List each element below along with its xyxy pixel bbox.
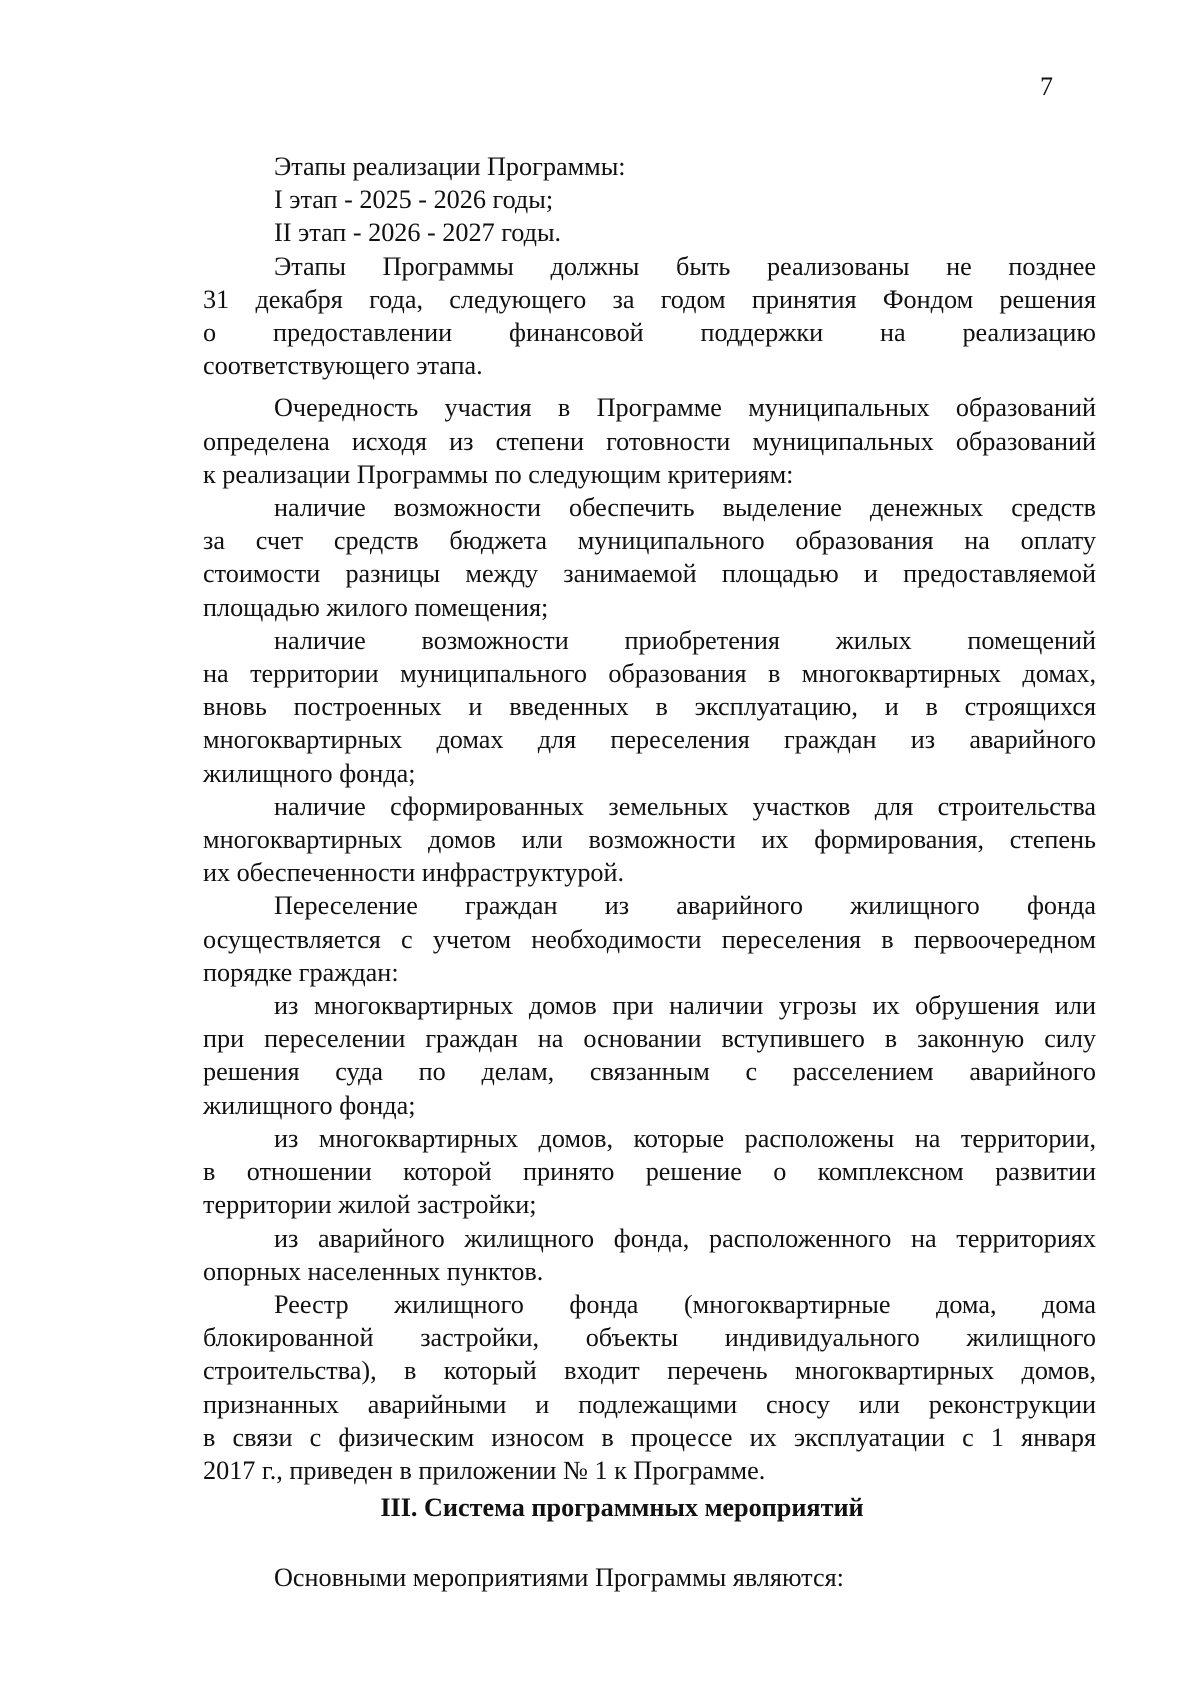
text-line: за счет средств бюджета муниципального образования на оплату <box>203 526 1096 556</box>
text-line: на территории муниципального образования в многоквартирных домах, <box>203 659 1096 689</box>
text-line: при переселении граждан на основании вступившего в законную силу <box>203 1024 1096 1054</box>
paragraph-gap <box>203 382 1096 391</box>
text-line: жилищного фонда; <box>203 1090 416 1120</box>
text-line: наличие возможности приобретения жилых помещений <box>274 625 1096 655</box>
text-line: из многоквартирных домов при наличии угрозы их обрушения или <box>274 991 1096 1021</box>
text-line: 2017 г., приведен в приложении № 1 к Программе. <box>203 1455 766 1485</box>
text-line: из многоквартирных домов, которые расположены на территории, <box>274 1123 1096 1153</box>
text-line: наличие сформированных земельных участков для строительства <box>274 791 1096 821</box>
text-line: Очередность участия в Программе муниципальных образований <box>274 393 1096 423</box>
text-line: в отношении которой принято решение о комплексном развитии <box>203 1157 1096 1187</box>
text-line: стоимости разницы между занимаемой площадью и предоставляемой <box>203 559 1096 589</box>
text-line: решения суда по делам, связанным с расселением аварийного <box>203 1057 1096 1087</box>
text-line: признанных аварийными и подлежащими сносу или реконструкции <box>203 1389 1096 1419</box>
text-line: Этапы Программы должны быть реализованы не позднее <box>274 251 1096 281</box>
document-body <box>203 150 1096 1487</box>
text-line: 31 декабря года, следующего за годом принятия Фондом решения <box>203 284 1096 314</box>
text-line: соответствующего этапа. <box>203 351 483 381</box>
text-line: к реализации Программы по следующим критериям: <box>203 459 794 489</box>
closing-line: Основными мероприятиями Программы являются: <box>274 1563 844 1592</box>
text-line: жилищного фонда; <box>203 758 416 788</box>
text-line: вновь построенных и введенных в эксплуатацию, и в строящихся <box>203 692 1096 722</box>
text-line: их обеспеченности инфраструктурой. <box>203 858 625 888</box>
text-line: строительства), в который входит перечень многоквартирных домов, <box>203 1356 1096 1386</box>
text-line: наличие возможности обеспечить выделение денежных средств <box>274 493 1096 523</box>
text-line: Переселение граждан из аварийного жилищного фонда <box>274 891 1096 921</box>
text-line: блокированной застройки, объекты индивидуального жилищного <box>203 1323 1096 1353</box>
text-line: в связи с физическим износом в процессе их эксплуатации с 1 января <box>203 1422 1096 1452</box>
text-line: осуществляется с учетом необходимости переселения в первоочередном <box>203 924 1096 954</box>
text-line: II этап - 2026 - 2027 годы. <box>274 218 562 248</box>
text-line: порядке граждан: <box>203 957 399 987</box>
text-line: о предоставлении финансовой поддержки на реализацию <box>203 318 1096 348</box>
text-line: площадью жилого помещения; <box>203 592 549 622</box>
text-line: Этапы реализации Программы: <box>274 152 626 181</box>
text-line: I этап - 2025 - 2026 годы; <box>274 185 554 215</box>
page-number: 7 <box>1040 72 1053 101</box>
section-heading: III. Система программных мероприятий <box>380 1493 864 1522</box>
text-line: определена исходя из степени готовности муниципальных образований <box>203 426 1096 456</box>
text-line: опорных населенных пунктов. <box>203 1256 544 1286</box>
text-line: многоквартирных домов или возможности их формирования, степень <box>203 825 1096 855</box>
text-line: многоквартирных домах для переселения граждан из аварийного <box>203 725 1096 755</box>
text-line: из аварийного жилищного фонда, расположенного на территориях <box>274 1223 1096 1253</box>
text-line: территории жилой застройки; <box>203 1190 537 1220</box>
text-line: Реестр жилищного фонда (многоквартирные дома, дома <box>274 1289 1096 1319</box>
